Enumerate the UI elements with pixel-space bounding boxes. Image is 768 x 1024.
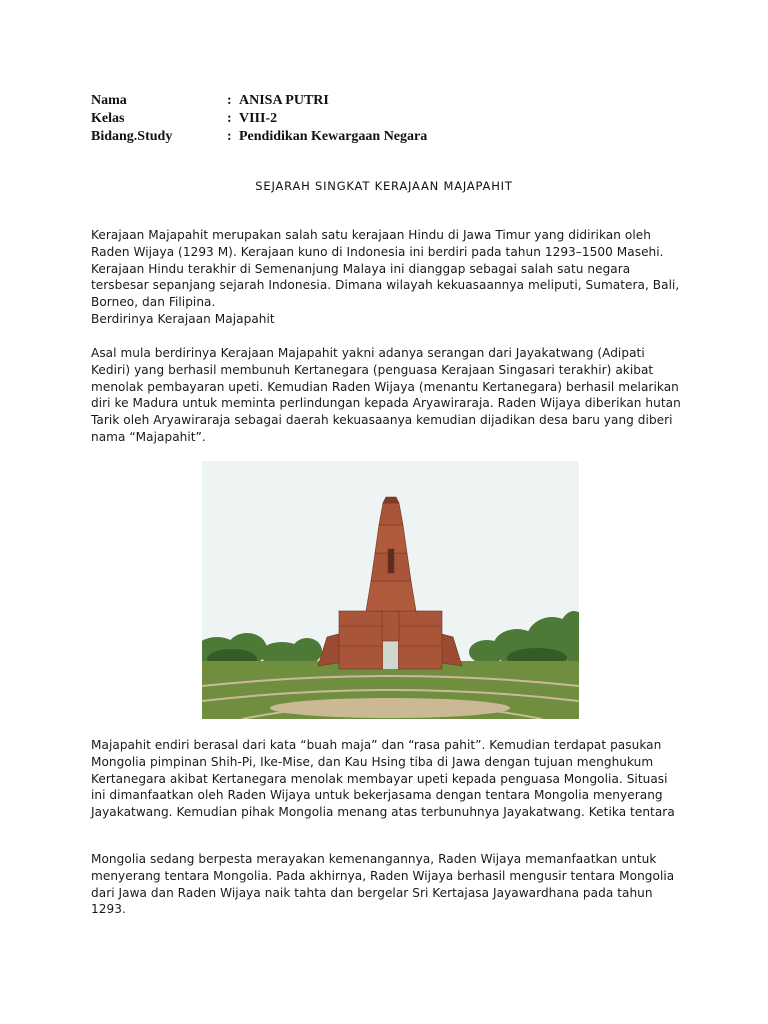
subject-value: Pendidikan Kewargaan Negara [239,129,428,144]
document-title: SEJARAH SINGKAT KERAJAAN MAJAPAHIT [255,179,513,193]
temple-photo [202,461,579,719]
class-label: Kelas [91,111,125,126]
subject-row [91,128,427,146]
class-separator: : [227,111,232,126]
class-row [91,110,427,128]
student-info [91,92,427,146]
paragraph-mongol-expulsion: Mongolia sedang berpesta merayakan kemenangannya, Raden Wijaya memanfaatkan untuk menyerang tentara Mongolia. Pada akhirnya, Raden Wijaya berhasil mengusir tentara Mongolia dari Jawa dan Raden Wijaya naik tahta dan bergelar Sri Kertajasa Jayawardhana pada tahun 1293. [91,852,675,917]
class-value: VIII-2 [239,111,278,126]
gravel-path [270,698,510,718]
subheading: Berdirinya Kerajaan Majapahit [91,312,275,326]
name-label: Nama [91,93,127,108]
paragraph-intro: Kerajaan Majapahit merupakan salah satu kerajaan Hindu di Jawa Timur yang didirikan oleh Raden Wijaya (1293 M). Kerajaan kuno di Indonesia ini berdiri pada tahun 1293–1500 Masehi. Kerajaan Hindu terakhir di Semenanjung Malaya ini dianggap sebagai salah satu negara tersbesar sepanjang sejarah Indonesia. Dimana wilayah kekuasaannya meliputi, Sumatera, Bali, Borneo, dan Filipina. [91,228,680,310]
name-separator: : [227,93,232,108]
name-row [91,92,427,110]
name-value: ANISA PUTRI [239,93,329,108]
paragraph-founding: Asal mula berdirinya Kerajaan Majapahit yakni adanya serangan dari Jayakatwang (Adipati Kediri) yang berhasil membunuh Kertanegara (penguasa Kerajaan Singasari terakhir) akibat menolak pembayaran upeti. Kemudian Raden Wijaya (menantu Kertanegara) berhasil melarikan diri ke Madura untuk meminta perlindungan kepada Aryawiraraja. Raden Wijaya diberikan hutan Tarik oleh Aryawiraraja sebagai daerah kekuasaanya kemudian dijadikan desa baru yang diberi nama “Majapahit”. [91,346,681,444]
paragraph-name-origin: Majapahit endiri berasal dari kata “buah maja” dan “rasa pahit”. Kemudian terdapat pasukan Mongolia pimpinan Shih-Pi, Ike-Mise, dan Kau Hsing tiba di Jawa dengan tujuan menghukum Kertanegara akibat Kertanegara menolak membayar upeti kepada penguasa Mongolia. Situasi ini dimanfaatkan oleh Raden Wijaya untuk bekerjasama dengan tentara Mongolia menyerang Jayakatwang. Kemudian pihak Mongolia menang atas terbunuhnya Jayakatwang. Ketika tentara [91,738,675,820]
subject-label: Bidang.Study [91,129,173,144]
subject-separator: : [227,129,232,144]
